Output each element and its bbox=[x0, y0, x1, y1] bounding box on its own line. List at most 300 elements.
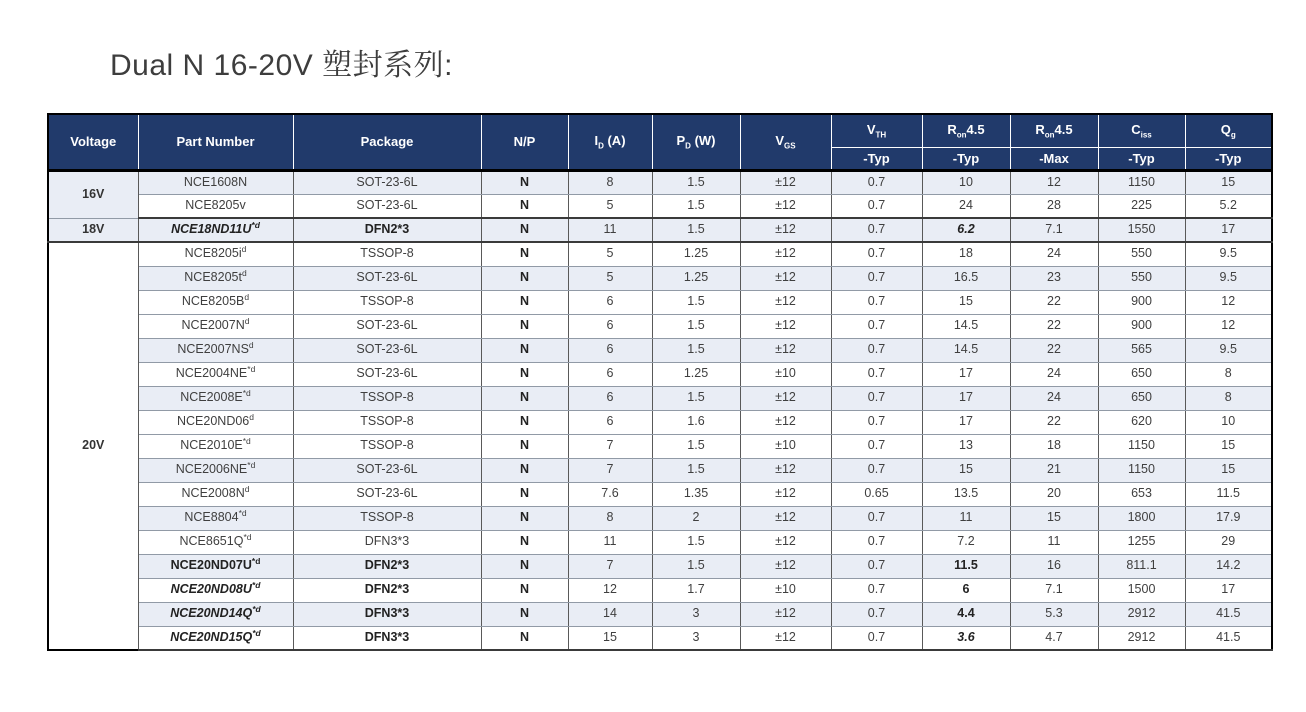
vgs-cell: ±12 bbox=[740, 338, 831, 362]
col-subheader-vth-typ: -Typ bbox=[831, 147, 922, 170]
qg-typ-cell: 11.5 bbox=[1185, 482, 1272, 506]
vth-typ-cell: 0.7 bbox=[831, 506, 922, 530]
package-cell: DFN2*3 bbox=[293, 554, 481, 578]
vgs-cell: ±12 bbox=[740, 386, 831, 410]
part-number-cell: $NCE8205B^d$ bbox=[138, 290, 293, 314]
ron-typ-cell: 15 bbox=[922, 290, 1010, 314]
part-number-cell: NCE2004NE$^{*d}$ bbox=[138, 362, 293, 386]
package-cell: SOT-23-6L bbox=[293, 314, 481, 338]
vth-typ-cell: 0.7 bbox=[831, 434, 922, 458]
col-header-ron-typ bbox=[922, 114, 1010, 147]
ciss-typ-cell: 1150 bbox=[1098, 434, 1185, 458]
np-cell: N bbox=[481, 530, 568, 554]
ron-max-cell: 7.1 bbox=[1010, 218, 1098, 242]
ron-max-cell: 16 bbox=[1010, 554, 1098, 578]
package-cell: TSSOP-8 bbox=[293, 410, 481, 434]
table-row bbox=[48, 362, 1272, 386]
part-number-superscript: *d bbox=[242, 435, 251, 446]
np-cell: N bbox=[481, 578, 568, 602]
ron-max-cell: 23 bbox=[1010, 266, 1098, 290]
vgs-cell: ±12 bbox=[740, 602, 831, 626]
pd-cell: 1.5 bbox=[652, 194, 740, 218]
pd-cell: 1.5 bbox=[652, 170, 740, 194]
part-number-superscript: d bbox=[244, 483, 250, 494]
table-row bbox=[48, 218, 1272, 242]
package-cell: SOT-23-6L bbox=[293, 362, 481, 386]
part-number-cell: $NCE2008E^{*d}$ bbox=[138, 386, 293, 410]
qg-typ-cell: 12 bbox=[1185, 290, 1272, 314]
vth-typ-cell: 0.7 bbox=[831, 386, 922, 410]
id-cell: 8 bbox=[568, 506, 652, 530]
package-cell: SOT-23-6L bbox=[293, 482, 481, 506]
id-cell: 8 bbox=[568, 170, 652, 194]
qg-typ-cell: 9.5 bbox=[1185, 338, 1272, 362]
col-subheader-ciss-typ: -Typ bbox=[1098, 147, 1185, 170]
np-cell: N bbox=[481, 602, 568, 626]
part-number-cell: $NCE8205i^d$ bbox=[138, 242, 293, 266]
table-row bbox=[48, 554, 1272, 578]
ron-typ-cell: 16.5 bbox=[922, 266, 1010, 290]
part-number-superscript: d bbox=[241, 267, 247, 278]
pd-cell: 1.5 bbox=[652, 530, 740, 554]
ron-max-cell: 5.3 bbox=[1010, 602, 1098, 626]
package-cell: DFN3*3 bbox=[293, 602, 481, 626]
col-header-vth-subscript: TH bbox=[875, 130, 887, 140]
part-number-cell: $NCE2007N^d$ bbox=[138, 314, 293, 338]
id-cell: 7 bbox=[568, 458, 652, 482]
vgs-cell: ±12 bbox=[740, 626, 831, 650]
vth-typ-cell: 0.7 bbox=[831, 362, 922, 386]
id-cell: 11 bbox=[568, 218, 652, 242]
qg-typ-cell: 41.5 bbox=[1185, 626, 1272, 650]
id-cell: 5 bbox=[568, 242, 652, 266]
qg-typ-cell: 8 bbox=[1185, 386, 1272, 410]
part-number-cell: NCE2006NE$^{*d}$ bbox=[138, 458, 293, 482]
np-cell: N bbox=[481, 194, 568, 218]
table-body bbox=[48, 170, 1272, 650]
col-header-ron-typ-suffix: 4.5 bbox=[966, 121, 985, 137]
table-row bbox=[48, 530, 1272, 554]
vth-typ-cell: 0.7 bbox=[831, 626, 922, 650]
ciss-typ-cell: 900 bbox=[1098, 314, 1185, 338]
ciss-typ-cell: 565 bbox=[1098, 338, 1185, 362]
col-header-pd bbox=[652, 114, 740, 170]
qg-typ-cell: 15 bbox=[1185, 434, 1272, 458]
np-cell: N bbox=[481, 362, 568, 386]
table-row bbox=[48, 506, 1272, 530]
table-row bbox=[48, 266, 1272, 290]
table-row bbox=[48, 170, 1272, 194]
pd-cell: 1.35 bbox=[652, 482, 740, 506]
part-number-cell: $NCE8651Q^{*d}$ bbox=[138, 530, 293, 554]
package-cell: DFN2*3 bbox=[293, 218, 481, 242]
table-row bbox=[48, 434, 1272, 458]
part-number-superscript: d bbox=[241, 244, 247, 255]
part-number-superscript: d bbox=[249, 411, 254, 422]
qg-typ-cell: 12 bbox=[1185, 314, 1272, 338]
pd-cell: 1.5 bbox=[652, 386, 740, 410]
ciss-typ-cell: 811.1 bbox=[1098, 554, 1185, 578]
ron-typ-cell: 13.5 bbox=[922, 482, 1010, 506]
col-header-qg-label: Q bbox=[1220, 121, 1231, 137]
id-cell: 6 bbox=[568, 338, 652, 362]
col-header-vth-label: V bbox=[866, 121, 876, 137]
col-header-qg-subscript: g bbox=[1230, 130, 1236, 140]
part-number-cell: NCE20ND06$^d$ bbox=[138, 410, 293, 434]
table-row bbox=[48, 626, 1272, 650]
vgs-cell: ±12 bbox=[740, 170, 831, 194]
qg-typ-cell: 17.9 bbox=[1185, 506, 1272, 530]
part-number-cell: $NCE2010E^{*d}$ bbox=[138, 434, 293, 458]
part-number-superscript: *d bbox=[238, 507, 247, 518]
ron-max-cell: 22 bbox=[1010, 410, 1098, 434]
table-header bbox=[48, 114, 1272, 170]
ron-typ-cell: 18 bbox=[922, 242, 1010, 266]
col-header-pd-subscript: D bbox=[685, 141, 691, 151]
ron-max-cell: 11 bbox=[1010, 530, 1098, 554]
package-cell: SOT-23-6L bbox=[293, 458, 481, 482]
id-cell: 7.6 bbox=[568, 482, 652, 506]
vth-typ-cell: 0.7 bbox=[831, 578, 922, 602]
qg-typ-cell: 9.5 bbox=[1185, 242, 1272, 266]
id-cell: 5 bbox=[568, 266, 652, 290]
page-title: Dual N 16-20V 塑封系列: bbox=[110, 49, 453, 82]
part-number-superscript: d bbox=[244, 291, 250, 302]
vgs-cell: ±12 bbox=[740, 458, 831, 482]
id-cell: 6 bbox=[568, 386, 652, 410]
vth-typ-cell: 0.7 bbox=[831, 602, 922, 626]
ron-max-cell: 15 bbox=[1010, 506, 1098, 530]
voltage-cell: 16V bbox=[48, 170, 138, 218]
vgs-cell: ±12 bbox=[740, 314, 831, 338]
ciss-typ-cell: 550 bbox=[1098, 242, 1185, 266]
vth-typ-cell: 0.7 bbox=[831, 290, 922, 314]
ron-max-cell: 22 bbox=[1010, 338, 1098, 362]
col-header-vgs-subscript: GS bbox=[784, 141, 796, 151]
package-cell: SOT-23-6L bbox=[293, 170, 481, 194]
col-header-ron-max bbox=[1010, 114, 1098, 147]
part-number-superscript: *d bbox=[252, 627, 261, 638]
np-cell: N bbox=[481, 458, 568, 482]
col-subheader-ron-max: -Max bbox=[1010, 147, 1098, 170]
package-cell: DFN3*3 bbox=[293, 626, 481, 650]
vgs-cell: ±12 bbox=[740, 506, 831, 530]
vth-typ-cell: 0.7 bbox=[831, 194, 922, 218]
pd-cell: 1.5 bbox=[652, 218, 740, 242]
ron-max-cell: 24 bbox=[1010, 242, 1098, 266]
vgs-cell: ±12 bbox=[740, 482, 831, 506]
part-number-cell: $NCE20ND07U^{*d}$ bbox=[138, 554, 293, 578]
pd-cell: 3 bbox=[652, 626, 740, 650]
table-row bbox=[48, 410, 1272, 434]
col-header-ron-max-label: R bbox=[1035, 121, 1045, 137]
part-number-superscript: d bbox=[248, 339, 254, 350]
qg-typ-cell: 5.2 bbox=[1185, 194, 1272, 218]
col-subheader-qg-typ: -Typ bbox=[1185, 147, 1272, 170]
vth-typ-cell: 0.7 bbox=[831, 314, 922, 338]
np-cell: N bbox=[481, 434, 568, 458]
qg-typ-cell: 17 bbox=[1185, 218, 1272, 242]
ciss-typ-cell: 900 bbox=[1098, 290, 1185, 314]
ron-max-cell: 28 bbox=[1010, 194, 1098, 218]
ron-typ-cell: 3.6 bbox=[922, 626, 1010, 650]
part-number-cell: $NCE8205t^d$ bbox=[138, 266, 293, 290]
vth-typ-cell: 0.7 bbox=[831, 458, 922, 482]
table-row bbox=[48, 602, 1272, 626]
package-cell: TSSOP-8 bbox=[293, 506, 481, 530]
pd-cell: 1.25 bbox=[652, 242, 740, 266]
col-header-vgs-label: V bbox=[775, 132, 785, 148]
vgs-cell: ±10 bbox=[740, 578, 831, 602]
col-header-pd-label: P bbox=[676, 132, 686, 148]
ron-max-cell: 7.1 bbox=[1010, 578, 1098, 602]
package-cell: SOT-23-6L bbox=[293, 266, 481, 290]
pd-cell: 1.5 bbox=[652, 554, 740, 578]
ciss-typ-cell: 650 bbox=[1098, 386, 1185, 410]
qg-typ-cell: 41.5 bbox=[1185, 602, 1272, 626]
part-number-superscript: *d bbox=[251, 555, 261, 566]
ciss-typ-cell: 1255 bbox=[1098, 530, 1185, 554]
np-cell: N bbox=[481, 314, 568, 338]
id-cell: 5 bbox=[568, 194, 652, 218]
ron-typ-cell: 14.5 bbox=[922, 314, 1010, 338]
part-number-superscript: *d bbox=[243, 531, 252, 542]
col-header-vth bbox=[831, 114, 922, 147]
vgs-cell: ±12 bbox=[740, 530, 831, 554]
ron-typ-cell: 24 bbox=[922, 194, 1010, 218]
id-cell: 6 bbox=[568, 410, 652, 434]
table-row bbox=[48, 194, 1272, 218]
qg-typ-cell: 17 bbox=[1185, 578, 1272, 602]
ciss-typ-cell: 653 bbox=[1098, 482, 1185, 506]
part-number-cell: $NCE18ND11U^{*d}$ bbox=[138, 218, 293, 242]
vth-typ-cell: 0.7 bbox=[831, 338, 922, 362]
col-header-ron-max-suffix: 4.5 bbox=[1054, 121, 1073, 137]
part-number-cell: $NCE2008N^d$ bbox=[138, 482, 293, 506]
ron-typ-cell: 10 bbox=[922, 170, 1010, 194]
part-number-superscript: *d bbox=[251, 579, 261, 590]
ciss-typ-cell: 1550 bbox=[1098, 218, 1185, 242]
ron-typ-cell: 15 bbox=[922, 458, 1010, 482]
vgs-cell: ±10 bbox=[740, 362, 831, 386]
col-header-ciss-label: C bbox=[1131, 121, 1141, 137]
part-number-superscript: *d bbox=[252, 603, 261, 614]
vgs-cell: ±12 bbox=[740, 242, 831, 266]
ron-max-cell: 24 bbox=[1010, 386, 1098, 410]
ciss-typ-cell: 225 bbox=[1098, 194, 1185, 218]
part-number-superscript: *d bbox=[247, 459, 256, 470]
pd-cell: 1.5 bbox=[652, 314, 740, 338]
ron-max-cell: 12 bbox=[1010, 170, 1098, 194]
col-header-id-label: I bbox=[594, 132, 599, 148]
part-number-superscript: *d bbox=[247, 363, 256, 374]
np-cell: N bbox=[481, 338, 568, 362]
ron-typ-cell: 4.4 bbox=[922, 602, 1010, 626]
id-cell: 6 bbox=[568, 290, 652, 314]
package-cell: DFN3*3 bbox=[293, 530, 481, 554]
pd-cell: 1.5 bbox=[652, 338, 740, 362]
ron-max-cell: 4.7 bbox=[1010, 626, 1098, 650]
np-cell: N bbox=[481, 218, 568, 242]
vgs-cell: ±12 bbox=[740, 194, 831, 218]
ron-typ-cell: 17 bbox=[922, 362, 1010, 386]
col-header-voltage: Voltage bbox=[48, 114, 138, 170]
qg-typ-cell: 15 bbox=[1185, 170, 1272, 194]
id-cell: 7 bbox=[568, 434, 652, 458]
package-cell: SOT-23-6L bbox=[293, 194, 481, 218]
np-cell: N bbox=[481, 482, 568, 506]
part-number-cell: $NCE2007NS^d$ bbox=[138, 338, 293, 362]
ciss-typ-cell: 1150 bbox=[1098, 170, 1185, 194]
id-cell: 6 bbox=[568, 362, 652, 386]
col-header-ron-typ-subscript: on bbox=[956, 130, 967, 140]
col-header-id-unit: (A) bbox=[603, 132, 626, 148]
col-header-ron-max-subscript: on bbox=[1044, 130, 1055, 140]
ciss-typ-cell: 650 bbox=[1098, 362, 1185, 386]
qg-typ-cell: 29 bbox=[1185, 530, 1272, 554]
voltage-cell: 18V bbox=[48, 218, 138, 242]
ciss-typ-cell: 2912 bbox=[1098, 626, 1185, 650]
vgs-cell: ±10 bbox=[740, 434, 831, 458]
col-header-pd-unit: (W) bbox=[690, 132, 716, 148]
part-number-superscript: *d bbox=[242, 387, 251, 398]
id-cell: 11 bbox=[568, 530, 652, 554]
table-row bbox=[48, 578, 1272, 602]
vth-typ-cell: 0.7 bbox=[831, 242, 922, 266]
part-number-superscript: d bbox=[244, 315, 250, 326]
ciss-typ-cell: 1150 bbox=[1098, 458, 1185, 482]
package-cell: DFN2*3 bbox=[293, 578, 481, 602]
part-number-cell: NCE8804$^{*d}$ bbox=[138, 506, 293, 530]
pd-cell: 2 bbox=[652, 506, 740, 530]
part-number-cell: NCE8205v bbox=[138, 194, 293, 218]
package-cell: TSSOP-8 bbox=[293, 386, 481, 410]
np-cell: N bbox=[481, 410, 568, 434]
qg-typ-cell: 10 bbox=[1185, 410, 1272, 434]
part-number-cell: $NCE20ND14Q^{*d}$ bbox=[138, 602, 293, 626]
np-cell: N bbox=[481, 242, 568, 266]
pd-cell: 1.25 bbox=[652, 362, 740, 386]
id-cell: 6 bbox=[568, 314, 652, 338]
ron-max-cell: 22 bbox=[1010, 314, 1098, 338]
vgs-cell: ±12 bbox=[740, 554, 831, 578]
pd-cell: 1.5 bbox=[652, 458, 740, 482]
ron-max-cell: 24 bbox=[1010, 362, 1098, 386]
col-header-vgs bbox=[740, 114, 831, 170]
vth-typ-cell: 0.7 bbox=[831, 266, 922, 290]
table-row bbox=[48, 290, 1272, 314]
id-cell: 14 bbox=[568, 602, 652, 626]
ron-typ-cell: 11 bbox=[922, 506, 1010, 530]
pd-cell: 3 bbox=[652, 602, 740, 626]
np-cell: N bbox=[481, 386, 568, 410]
col-header-ron-typ-label: R bbox=[947, 121, 957, 137]
table-row bbox=[48, 458, 1272, 482]
vth-typ-cell: 0.7 bbox=[831, 554, 922, 578]
ron-typ-cell: 14.5 bbox=[922, 338, 1010, 362]
np-cell: N bbox=[481, 170, 568, 194]
col-header-id-subscript: D bbox=[598, 141, 604, 151]
mosfet-spec-table bbox=[47, 113, 1273, 651]
vgs-cell: ±12 bbox=[740, 266, 831, 290]
vth-typ-cell: 0.7 bbox=[831, 410, 922, 434]
table-row bbox=[48, 338, 1272, 362]
table-row bbox=[48, 482, 1272, 506]
ron-typ-cell: 7.2 bbox=[922, 530, 1010, 554]
np-cell: N bbox=[481, 266, 568, 290]
ron-max-cell: 18 bbox=[1010, 434, 1098, 458]
ciss-typ-cell: 2912 bbox=[1098, 602, 1185, 626]
vth-typ-cell: 0.7 bbox=[831, 530, 922, 554]
part-number-cell: NCE1608N bbox=[138, 170, 293, 194]
pd-cell: 1.6 bbox=[652, 410, 740, 434]
table-row bbox=[48, 314, 1272, 338]
package-cell: TSSOP-8 bbox=[293, 434, 481, 458]
ron-typ-cell: 13 bbox=[922, 434, 1010, 458]
table-row bbox=[48, 386, 1272, 410]
vgs-cell: ±12 bbox=[740, 410, 831, 434]
table-row bbox=[48, 242, 1272, 266]
qg-typ-cell: 14.2 bbox=[1185, 554, 1272, 578]
pd-cell: 1.5 bbox=[652, 290, 740, 314]
vgs-cell: ±12 bbox=[740, 218, 831, 242]
ciss-typ-cell: 1800 bbox=[1098, 506, 1185, 530]
voltage-cell: 20V bbox=[48, 242, 138, 650]
col-header-np: N/P bbox=[481, 114, 568, 170]
package-cell: SOT-23-6L bbox=[293, 338, 481, 362]
col-header-id bbox=[568, 114, 652, 170]
part-number-cell: $NCE20ND15Q^{*d}$ bbox=[138, 626, 293, 650]
np-cell: N bbox=[481, 506, 568, 530]
ciss-typ-cell: 550 bbox=[1098, 266, 1185, 290]
qg-typ-cell: 8 bbox=[1185, 362, 1272, 386]
ron-typ-cell: 17 bbox=[922, 410, 1010, 434]
col-header-ciss bbox=[1098, 114, 1185, 147]
col-header-qg bbox=[1185, 114, 1272, 147]
col-header-package: Package bbox=[293, 114, 481, 170]
pd-cell: 1.25 bbox=[652, 266, 740, 290]
qg-typ-cell: 15 bbox=[1185, 458, 1272, 482]
ron-typ-cell: 6 bbox=[922, 578, 1010, 602]
part-number-superscript: *d bbox=[251, 219, 260, 230]
ron-typ-cell: 17 bbox=[922, 386, 1010, 410]
np-cell: N bbox=[481, 554, 568, 578]
ron-max-cell: 20 bbox=[1010, 482, 1098, 506]
vth-typ-cell: 0.7 bbox=[831, 170, 922, 194]
vgs-cell: ±12 bbox=[740, 290, 831, 314]
id-cell: 7 bbox=[568, 554, 652, 578]
part-number-cell: $NCE20ND08U^{*d}$ bbox=[138, 578, 293, 602]
ron-max-cell: 22 bbox=[1010, 290, 1098, 314]
col-subheader-ron-typ: -Typ bbox=[922, 147, 1010, 170]
ron-typ-cell: 11.5 bbox=[922, 554, 1010, 578]
ron-max-cell: 21 bbox=[1010, 458, 1098, 482]
col-header-part-number: Part Number bbox=[138, 114, 293, 170]
ron-typ-cell: 6.2 bbox=[922, 218, 1010, 242]
id-cell: 12 bbox=[568, 578, 652, 602]
ciss-typ-cell: 620 bbox=[1098, 410, 1185, 434]
col-header-ciss-subscript: iss bbox=[1140, 130, 1152, 140]
qg-typ-cell: 9.5 bbox=[1185, 266, 1272, 290]
ciss-typ-cell: 1500 bbox=[1098, 578, 1185, 602]
np-cell: N bbox=[481, 290, 568, 314]
pd-cell: 1.7 bbox=[652, 578, 740, 602]
package-cell: TSSOP-8 bbox=[293, 290, 481, 314]
id-cell: 15 bbox=[568, 626, 652, 650]
vth-typ-cell: 0.7 bbox=[831, 218, 922, 242]
pd-cell: 1.5 bbox=[652, 434, 740, 458]
package-cell: TSSOP-8 bbox=[293, 242, 481, 266]
